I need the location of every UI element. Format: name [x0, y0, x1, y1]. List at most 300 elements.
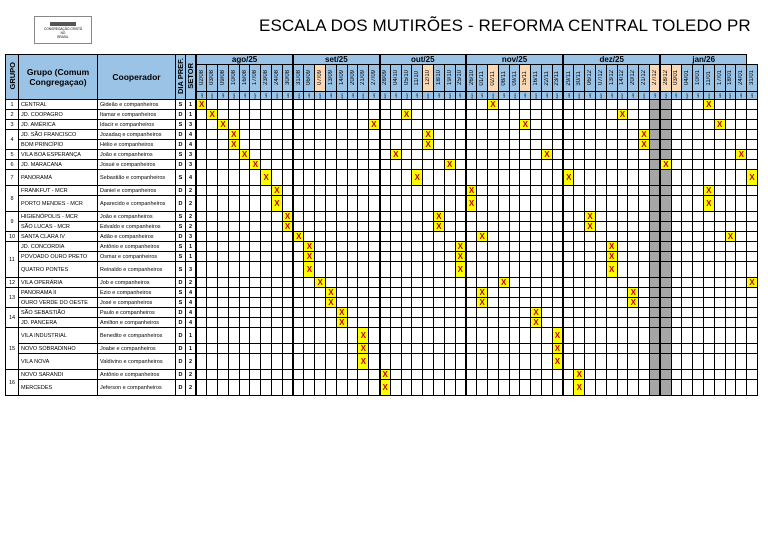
schedule-cell [401, 130, 412, 140]
schedule-cell [196, 370, 207, 380]
schedule-cell [444, 288, 455, 298]
schedule-cell [714, 186, 725, 196]
schedule-cell [531, 380, 542, 396]
table-row [6, 100, 758, 110]
cooperador-cell: Adão e companheiros [98, 232, 176, 242]
table-row [6, 150, 758, 160]
schedule-cell [401, 344, 412, 354]
scheduled-mark: X [477, 232, 488, 242]
schedule-cell [747, 298, 758, 308]
schedule-cell [639, 110, 650, 120]
schedule-cell [639, 242, 650, 252]
schedule-cell [574, 186, 585, 196]
scheduled-mark: X [455, 242, 466, 252]
schedule-cell [380, 252, 391, 262]
weekday-label: dom [512, 92, 517, 99]
date-label: 12/10 [425, 70, 432, 86]
schedule-cell [369, 186, 380, 196]
schedule-cell [714, 212, 725, 222]
weekday-label: dom [318, 92, 323, 99]
cooperador-cell: Ezio e companheiros [98, 288, 176, 298]
schedule-cell [606, 354, 617, 370]
schedule-cell [380, 150, 391, 160]
date-label: 29/11 [565, 70, 572, 86]
schedule-cell [326, 120, 337, 130]
weekday-header [542, 92, 553, 100]
schedule-cell [595, 110, 606, 120]
schedule-cell [682, 328, 693, 344]
setor-cell: 4 [186, 318, 197, 328]
grupo-cell: JD. AMÉRICA [19, 120, 98, 130]
dia-pref-cell: S [176, 242, 186, 252]
schedule-cell [498, 328, 509, 344]
schedule-cell [693, 196, 704, 212]
schedule-cell [358, 262, 369, 278]
schedule-cell [509, 110, 520, 120]
scheduled-mark: X [207, 110, 218, 120]
schedule-cell [304, 308, 315, 318]
dia-pref-cell: S [176, 120, 186, 130]
schedule-cell [488, 318, 499, 328]
schedule-cell [671, 170, 682, 186]
scheduled-mark: X [606, 242, 617, 252]
schedule-cell [509, 196, 520, 212]
schedule-cell [660, 354, 671, 370]
schedule-cell [369, 110, 380, 120]
schedule-cell [725, 222, 736, 232]
schedule-cell [326, 160, 337, 170]
schedule-cell [315, 186, 326, 196]
schedule-cell [477, 354, 488, 370]
schedule-cell [390, 212, 401, 222]
weekday-label: sáb [480, 93, 485, 98]
schedule-cell [639, 318, 650, 328]
schedule-cell [444, 140, 455, 150]
schedule-cell [326, 110, 337, 120]
schedule-cell [293, 344, 304, 354]
schedule-cell [660, 262, 671, 278]
schedule-cell [649, 380, 660, 396]
schedule-cell [595, 328, 606, 344]
schedule-cell [282, 318, 293, 328]
schedule-cell [477, 100, 488, 110]
weekday-header [509, 92, 520, 100]
schedule-cell [250, 140, 261, 150]
schedule-cell [228, 242, 239, 252]
schedule-cell [531, 242, 542, 252]
table-row [6, 212, 758, 222]
group-number: 13 [6, 288, 19, 308]
schedule-cell [660, 222, 671, 232]
schedule-cell [660, 170, 671, 186]
schedule-cell [434, 110, 445, 120]
schedule-cell [218, 354, 229, 370]
schedule-cell [703, 140, 714, 150]
schedule-cell [617, 370, 628, 380]
schedule-cell [617, 140, 628, 150]
schedule-cell [509, 288, 520, 298]
scheduled-mark: X [358, 328, 369, 344]
schedule-cell [250, 370, 261, 380]
schedule-cell [207, 170, 218, 186]
schedule-cell [747, 110, 758, 120]
month-header: nov/25 [466, 55, 563, 65]
schedule-cell [498, 150, 509, 160]
schedule-cell [725, 110, 736, 120]
schedule-cell [304, 130, 315, 140]
schedule-cell [660, 344, 671, 354]
setor-cell: 2 [186, 186, 197, 196]
weekday-header [649, 92, 660, 100]
date-label: 07/12 [597, 70, 604, 86]
schedule-cell [563, 308, 574, 318]
schedule-cell [498, 298, 509, 308]
schedule-cell [228, 186, 239, 196]
weekday-label: dom [447, 92, 452, 99]
schedule-cell [660, 100, 671, 110]
schedule-cell [477, 242, 488, 252]
month-header: out/25 [380, 55, 466, 65]
date-header [315, 65, 326, 92]
schedule-cell [272, 100, 283, 110]
table-row [6, 110, 758, 120]
schedule-cell [488, 252, 499, 262]
schedule-cell [412, 262, 423, 278]
schedule-cell [293, 242, 304, 252]
schedule-cell [671, 110, 682, 120]
schedule-cell [412, 370, 423, 380]
schedule-cell [639, 170, 650, 186]
schedule-cell [682, 308, 693, 318]
schedule-cell [455, 328, 466, 344]
weekday-label: dom [361, 92, 366, 99]
schedule-cell [326, 380, 337, 396]
schedule-cell [272, 328, 283, 344]
schedule-cell [293, 212, 304, 222]
schedule-cell [315, 262, 326, 278]
grupo-cell: MERCEDES [19, 380, 98, 396]
schedule-cell [304, 380, 315, 396]
table-row [6, 262, 758, 278]
group-number: 16 [6, 370, 19, 396]
schedule-cell [649, 308, 660, 318]
schedule-cell [326, 252, 337, 262]
schedule-cell [498, 262, 509, 278]
scheduled-mark: X [434, 222, 445, 232]
schedule-cell [196, 130, 207, 140]
schedule-cell [617, 186, 628, 196]
schedule-cell [455, 298, 466, 308]
schedule-cell [606, 344, 617, 354]
schedule-cell [358, 186, 369, 196]
schedule-cell [282, 370, 293, 380]
schedule-cell [228, 222, 239, 232]
schedule-cell [261, 354, 272, 370]
date-header [585, 65, 596, 92]
schedule-cell [401, 140, 412, 150]
cooperador-cell: Itamar e companheiros [98, 110, 176, 120]
weekday-header [326, 92, 337, 100]
schedule-cell [693, 370, 704, 380]
schedule-cell [552, 370, 563, 380]
schedule-cell [412, 242, 423, 252]
table-row [6, 196, 758, 212]
schedule-cell [747, 262, 758, 278]
schedule-cell [520, 160, 531, 170]
schedule-cell [585, 344, 596, 354]
setor-cell: 2 [186, 380, 197, 396]
schedule-cell [488, 160, 499, 170]
schedule-cell [520, 344, 531, 354]
schedule-cell [390, 100, 401, 110]
schedule-cell [693, 278, 704, 288]
schedule-cell [628, 100, 639, 110]
schedule-cell [617, 130, 628, 140]
schedule-cell [207, 380, 218, 396]
schedule-cell [747, 308, 758, 318]
schedule-cell [466, 100, 477, 110]
schedule-cell [326, 130, 337, 140]
schedule-cell [671, 328, 682, 344]
schedule-cell [196, 328, 207, 344]
scheduled-mark: X [466, 196, 477, 212]
weekday-header [617, 92, 628, 100]
schedule-cell [196, 186, 207, 196]
weekday-header [736, 92, 747, 100]
setor-cell: 1 [186, 344, 197, 354]
dia-pref-cell: D [176, 308, 186, 318]
weekday-label: dom [663, 92, 668, 99]
schedule-cell [725, 130, 736, 140]
schedule-cell [520, 196, 531, 212]
setor-cell: 3 [186, 160, 197, 170]
schedule-cell [595, 370, 606, 380]
schedule-cell [714, 298, 725, 308]
schedule-cell [207, 344, 218, 354]
schedule-cell [693, 242, 704, 252]
weekday-label: dom [404, 92, 409, 99]
schedule-cell [207, 140, 218, 150]
schedule-cell [380, 278, 391, 288]
group-number: 14 [6, 308, 19, 328]
schedule-cell [574, 100, 585, 110]
schedule-cell [725, 318, 736, 328]
schedule-cell [218, 212, 229, 222]
schedule-cell [585, 196, 596, 212]
schedule-cell [218, 232, 229, 242]
schedule-cell [282, 298, 293, 308]
schedule-cell [218, 328, 229, 344]
schedule-cell [477, 130, 488, 140]
schedule-cell [239, 222, 250, 232]
scheduled-mark: X [585, 212, 596, 222]
schedule-cell [336, 380, 347, 396]
schedule-cell [423, 308, 434, 318]
schedule-cell [574, 242, 585, 252]
schedule-cell [488, 110, 499, 120]
schedule-cell [693, 186, 704, 196]
scheduled-mark: X [639, 130, 650, 140]
schedule-cell [207, 278, 218, 288]
schedule-cell [272, 120, 283, 130]
schedule-cell [239, 140, 250, 150]
schedule-cell [196, 120, 207, 130]
schedule-cell [228, 262, 239, 278]
setor-cell: 1 [186, 328, 197, 344]
setor-cell: 4 [186, 130, 197, 140]
schedule-cell [714, 150, 725, 160]
weekday-header [606, 92, 617, 100]
scheduled-mark: X [293, 232, 304, 242]
schedule-cell [358, 308, 369, 318]
schedule-cell [326, 170, 337, 186]
weekday-label: dom [253, 92, 258, 99]
schedule-cell [628, 380, 639, 396]
schedule-cell [250, 242, 261, 252]
weekday-header [347, 92, 358, 100]
schedule-cell [595, 140, 606, 150]
schedule-cell [693, 252, 704, 262]
schedule-cell [736, 110, 747, 120]
date-label: 11/10 [414, 70, 421, 86]
schedule-cell [380, 262, 391, 278]
schedule-cell [434, 308, 445, 318]
schedule-cell [455, 196, 466, 212]
schedule-cell [272, 222, 283, 232]
table-row [6, 120, 758, 130]
schedule-cell [488, 170, 499, 186]
schedule-cell [606, 222, 617, 232]
schedule-cell [477, 110, 488, 120]
schedule-cell [272, 212, 283, 222]
schedule-cell [574, 288, 585, 298]
schedule-cell [358, 140, 369, 150]
schedule-cell [196, 232, 207, 242]
schedule-cell [423, 242, 434, 252]
schedule-cell [563, 344, 574, 354]
weekday-header [434, 92, 445, 100]
schedule-cell [595, 160, 606, 170]
weekday-label: sáb [285, 93, 290, 98]
schedule-cell [682, 278, 693, 288]
schedule-cell [304, 160, 315, 170]
schedule-cell [628, 242, 639, 252]
schedule-cell [703, 160, 714, 170]
schedule-cell [595, 120, 606, 130]
date-label: 25/10 [457, 70, 464, 86]
schedule-cell [509, 252, 520, 262]
schedule-cell [639, 354, 650, 370]
schedule-cell [606, 278, 617, 288]
schedule-cell [466, 222, 477, 232]
schedule-cell [272, 140, 283, 150]
schedule-cell [682, 344, 693, 354]
weekday-label: dom [577, 92, 582, 99]
schedule-cell [714, 170, 725, 186]
schedule-cell [261, 110, 272, 120]
schedule-cell [606, 370, 617, 380]
schedule-cell [520, 262, 531, 278]
schedule-cell [390, 170, 401, 186]
schedule-cell [639, 186, 650, 196]
schedule-cell [682, 370, 693, 380]
schedule-cell [304, 370, 315, 380]
schedule-cell [326, 222, 337, 232]
schedule-cell [520, 232, 531, 242]
schedule-cell [585, 298, 596, 308]
weekday-label: dom [296, 92, 301, 99]
dia-pref-cell: D [176, 318, 186, 328]
schedule-cell [434, 170, 445, 186]
schedule-cell [585, 160, 596, 170]
schedule-cell [639, 150, 650, 160]
schedule-cell [585, 170, 596, 186]
schedule-cell [595, 186, 606, 196]
schedule-cell [218, 170, 229, 186]
schedule-cell [660, 308, 671, 318]
scheduled-mark: X [336, 308, 347, 318]
schedule-cell [423, 328, 434, 344]
table-row [6, 288, 758, 298]
schedule-cell [336, 100, 347, 110]
weekday-header [239, 92, 250, 100]
schedule-cell [498, 186, 509, 196]
schedule-cell [542, 380, 553, 396]
scheduled-mark: X [628, 298, 639, 308]
schedule-cell [347, 160, 358, 170]
schedule-cell [380, 354, 391, 370]
schedule-cell [455, 370, 466, 380]
schedule-cell [261, 140, 272, 150]
weekday-label: dom [383, 92, 388, 99]
schedule-cell [628, 262, 639, 278]
weekday-header [282, 92, 293, 100]
schedule-cell [196, 308, 207, 318]
table-row [6, 242, 758, 252]
schedule-cell [315, 160, 326, 170]
schedule-cell [380, 110, 391, 120]
weekday-header [703, 92, 714, 100]
weekday-header [444, 92, 455, 100]
schedule-cell [639, 232, 650, 242]
schedule-cell [239, 262, 250, 278]
schedule-cell [703, 344, 714, 354]
schedule-cell [509, 308, 520, 318]
schedule-cell [293, 278, 304, 288]
schedule-cell [585, 110, 596, 120]
weekday-label: dom [620, 92, 625, 99]
weekday-label: dom [685, 92, 690, 99]
dia-pref-cell: D [176, 130, 186, 140]
scheduled-mark: X [466, 186, 477, 196]
date-header [358, 65, 369, 92]
schedule-cell [531, 100, 542, 110]
weekday-label: sáb [307, 93, 312, 98]
schedule-cell [239, 344, 250, 354]
schedule-cell [412, 308, 423, 318]
schedule-cell [196, 278, 207, 288]
schedule-cell [736, 242, 747, 252]
weekday-header [358, 92, 369, 100]
schedule-cell [466, 298, 477, 308]
date-label: 02/08 [198, 70, 205, 86]
schedule-cell [228, 328, 239, 344]
date-label: 24/01 [738, 70, 745, 86]
weekday-header [671, 92, 682, 100]
date-label: 03/01 [673, 70, 680, 86]
setor-cell: 4 [186, 298, 197, 308]
schedule-cell [617, 222, 628, 232]
